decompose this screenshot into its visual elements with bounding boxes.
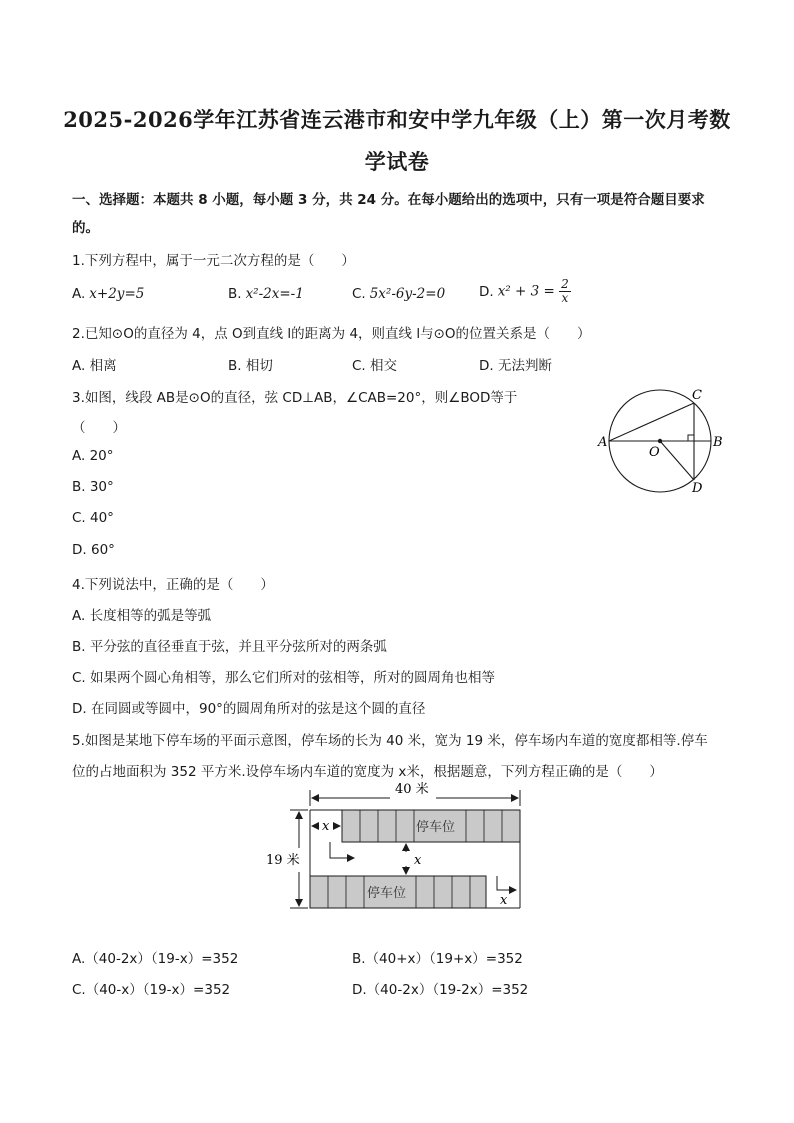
q1-option-d-denominator: x <box>561 291 569 305</box>
q1-option-b <box>228 286 304 302</box>
q3-label-a: A <box>598 435 608 450</box>
q5-option-b: B.（40+x）（19+x）=352 <box>352 951 523 967</box>
q1-stem: 1.下列方程中，属于一元二次方程的是（ ） <box>72 253 355 269</box>
q3-line-ac <box>609 403 694 441</box>
q5-exit-direction-arrow <box>497 876 516 890</box>
q4-option-b: B. 平分弦的直径垂直于弦，并且平分弦所对的两条弧 <box>72 639 387 655</box>
exam-title-line1: 2025-2026学年江苏省连云港市和安中学九年级（上）第一次月考数 <box>63 107 731 132</box>
q3-right-angle-mark <box>688 435 694 441</box>
q5-top-parking-label: 停车位 <box>416 820 456 835</box>
q5-x-label-middle: x <box>414 853 422 868</box>
q3-label-o: O <box>649 445 660 460</box>
q5-width-label: 19 米 <box>266 853 300 868</box>
q5-option-a: A.（40-2x）（19-x）=352 <box>72 951 239 967</box>
exam-title-line2: 学试卷 <box>364 149 430 174</box>
q4-option-c: C. 如果两个圆心角相等，那么它们所对的弦相等，所对的圆周角也相等 <box>72 670 496 686</box>
q3-center-point <box>658 439 662 443</box>
q1-option-d-numerator: 2 <box>561 277 569 291</box>
q3-option-b: B. 30° <box>72 479 114 495</box>
q2-option-d: D. 无法判断 <box>479 358 552 374</box>
q3-option-a: A. 20° <box>72 448 114 464</box>
q5-stem-line1: 5.如图是某地下停车场的平面示意图，停车场的长为 40 米，宽为 19 米，停车场内车道的宽度都相等.停车 <box>72 733 708 749</box>
q1-option-a-letter: A. <box>72 286 86 302</box>
q3-stem: 3.如图，线段 AB是⊙O的直径，弦 CD⊥AB，∠CAB=20°，则∠BOD等于 <box>72 390 518 406</box>
q5-option-c: C.（40-x）（19-x）=352 <box>72 982 231 998</box>
q5-top-parking-row <box>342 810 520 842</box>
q1-option-a <box>72 286 144 302</box>
q5-bottom-parking-label: 停车位 <box>367 886 407 901</box>
q1-option-d-fraction <box>559 278 571 305</box>
q5-stem-line2: 位的占地面积为 352 平方米.设停车场内车道的宽度为 x米，根据题意，下列方程正确的是（ ） <box>72 764 663 780</box>
section-heading-line1: 一、选择题：本题共 8 小题，每小题 3 分，共 24 分。在每小题给出的选项中，只有一项是符合题目要求 <box>72 192 705 208</box>
q4-option-d: D. 在同圆或等圆中，90°的圆周角所对的弦是这个圆的直径 <box>72 701 426 717</box>
q3-label-d: D <box>692 481 703 496</box>
q2-stem: 2.已知⊙O的直径为 4，点 O到直线 l的距离为 4，则直线 l与⊙O的位置关系是（ ） <box>72 326 591 342</box>
q3-circle-figure <box>594 382 730 498</box>
q3-label-c: C <box>692 388 702 403</box>
section-heading-line2: 的。 <box>72 220 99 236</box>
q1-option-d-letter: D. <box>479 283 494 300</box>
q2-option-c: C. 相交 <box>352 358 398 374</box>
q5-x-label-bottom: x <box>500 893 508 908</box>
q1-option-c <box>352 286 445 302</box>
q1-option-b-text: x²-2x=-1 <box>245 286 304 302</box>
q1-option-d-lhs: x² + 3 = <box>497 283 555 300</box>
q3-label-b: B <box>713 435 723 450</box>
q3-stem-paren: （ ） <box>72 420 126 436</box>
q5-lane-direction-arrow <box>330 842 354 858</box>
q1-option-c-text: 5x²-6y-2=0 <box>369 286 446 302</box>
q2-option-b: B. 相切 <box>228 358 273 374</box>
q3-option-c: C. 40° <box>72 510 114 526</box>
q5-length-label: 40 米 <box>395 782 429 797</box>
q5-bottom-parking-row <box>310 876 486 908</box>
q4-option-a: A. 长度相等的弧是等弧 <box>72 608 212 624</box>
q3-option-d: D. 60° <box>72 542 115 558</box>
q5-x-label-top: x <box>322 819 330 834</box>
q1-option-b-letter: B. <box>228 286 242 302</box>
q1-option-d <box>479 278 571 305</box>
q5-parking-figure <box>262 780 532 912</box>
q3-line-od <box>660 441 694 480</box>
q1-option-a-text: x+2y=5 <box>89 286 145 302</box>
q5-option-d: D.（40-2x）（19-2x）=352 <box>352 982 529 998</box>
q2-option-a: A. 相离 <box>72 358 117 374</box>
q1-option-c-letter: C. <box>352 286 366 302</box>
q4-stem: 4.下列说法中，正确的是（ ） <box>72 577 274 593</box>
